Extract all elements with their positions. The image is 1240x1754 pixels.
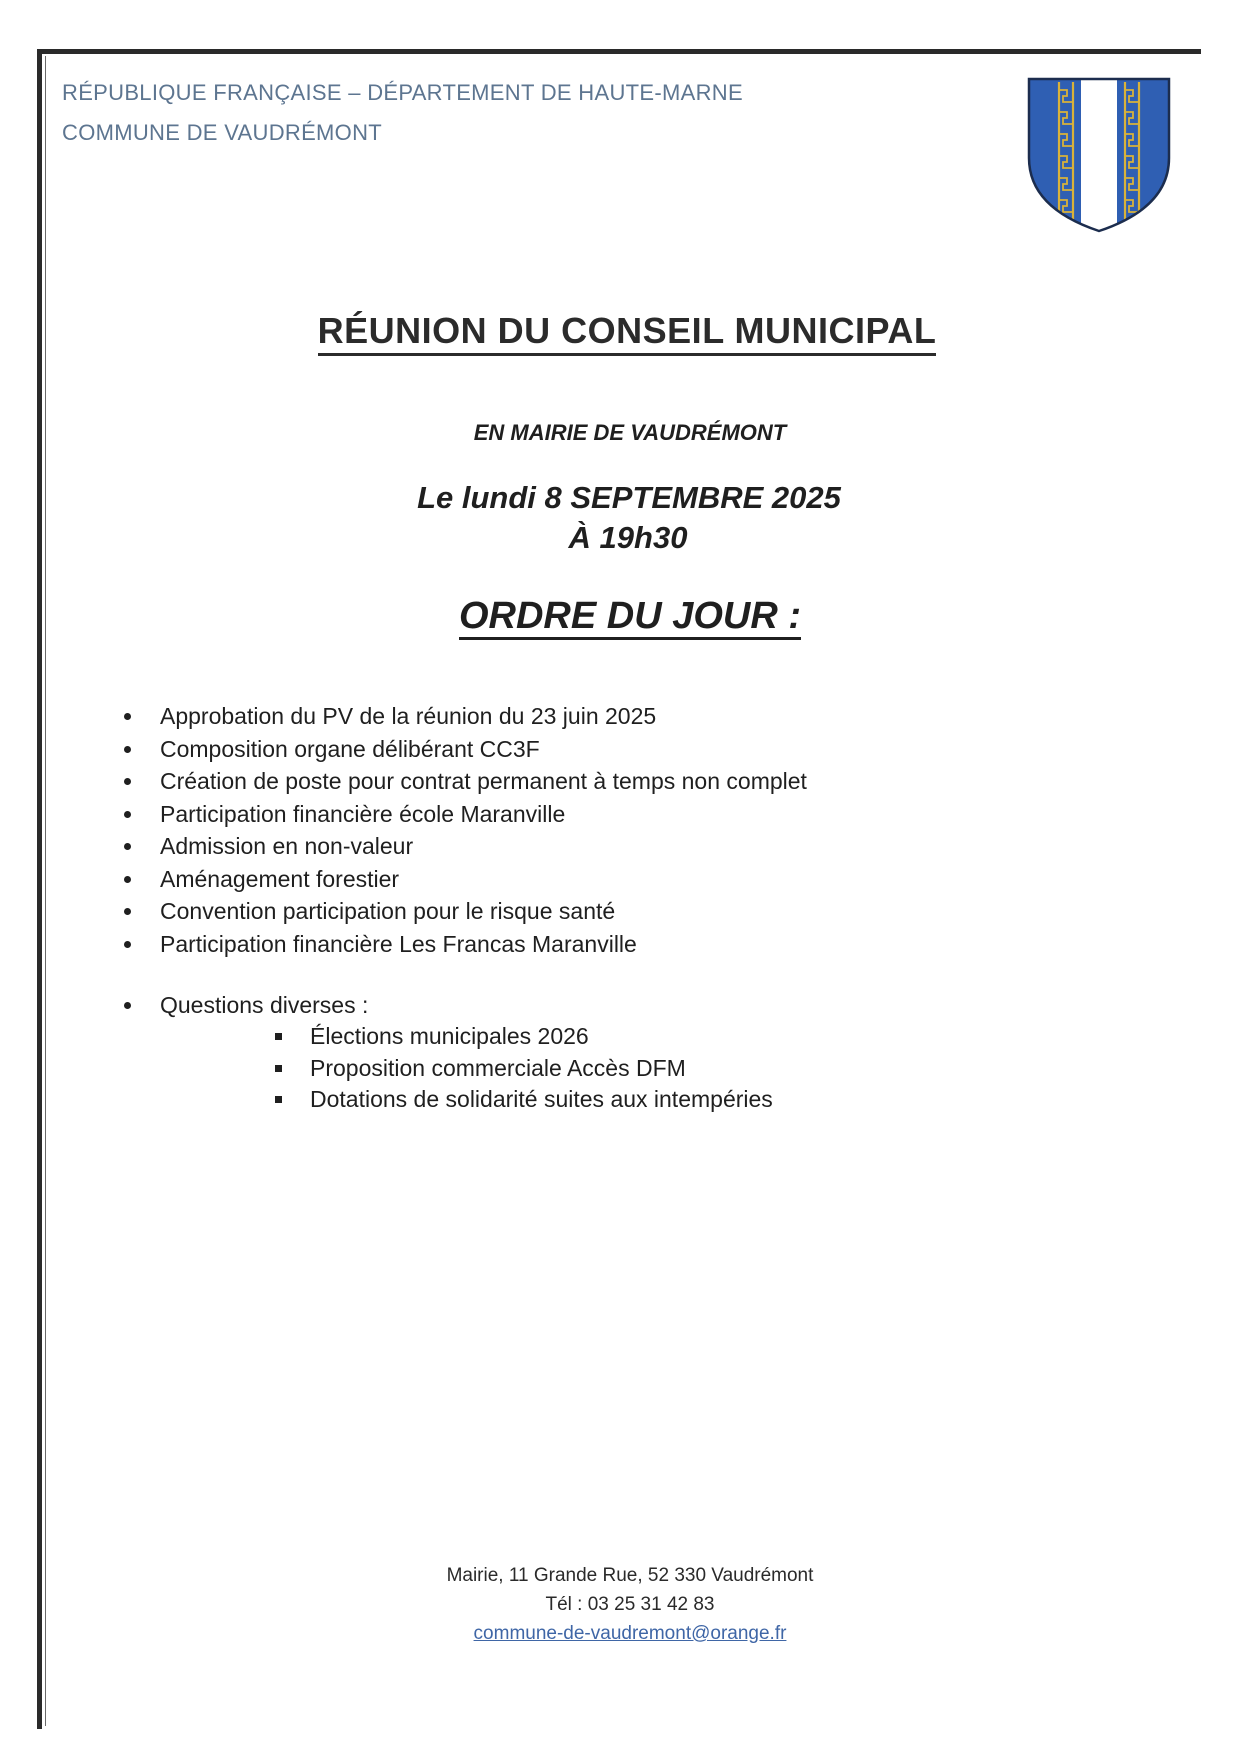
agenda-item [118,700,807,733]
agenda-item-text: Participation financière Les Francas Maranville [160,930,637,957]
agenda-item-text: Participation financière école Maranville [160,800,566,827]
agenda-list [118,700,807,960]
agenda-item [118,863,807,896]
meeting-title-text: RÉUNION DU CONSEIL MUNICIPAL [318,311,937,356]
bullet-dot-icon [124,843,131,850]
questions-diverses-label: Questions diverses : [160,992,369,1018]
meeting-location-text: EN MAIRIE DE VAUDRÉMONT [473,420,787,445]
page-border-left [37,49,42,1729]
agenda-item-text: Admission en non-valeur [160,833,414,859]
meeting-title [0,310,1240,356]
questions-sub-item-text: Proposition commerciale Accès DFM [310,1054,686,1081]
agenda-item [118,895,807,928]
questions-sub-item-text: Dotations de solidarité suites aux intempéries [310,1086,773,1112]
bullet-square-icon [275,1065,282,1072]
questions-sub-item-text: Élections municipales 2026 [310,1023,589,1049]
header-republic-line: RÉPUBLIQUE FRANÇAISE – DÉPARTEMENT DE HAUTE-MARNE [62,80,743,105]
bullet-dot-icon [124,713,131,720]
footer-address [0,1565,1240,1587]
footer-phone [0,1594,1240,1616]
footer-address-text: Mairie, 11 Grande Rue, 52 330 Vaudrémont [446,1565,814,1586]
footer-email [0,1623,1240,1645]
agenda-item [118,928,807,961]
email-link[interactable]: commune-de-vaudremont@orange.fr [473,1623,787,1644]
bullet-dot-icon [124,908,131,915]
agenda-item [118,798,807,831]
questions-diverses [118,989,368,1021]
bullet-dot-icon [124,811,131,818]
questions-sub-item [272,1084,773,1116]
agenda-item-text: Aménagement forestier [160,865,400,892]
meeting-time-text: À 19h30 [568,520,688,555]
header-commune-line: COMMUNE DE VAUDRÉMONT [62,120,383,145]
meeting-location [0,420,1240,446]
questions-sub-item [272,1053,773,1085]
bullet-square-icon [275,1096,282,1103]
agenda-item-text: Création de poste pour contrat permanent à temps non complet [160,768,807,794]
agenda-heading [0,595,1240,640]
meeting-date-text: Le lundi 8 SEPTEMBRE 2025 [417,480,841,515]
bullet-dot-icon [124,941,131,948]
agenda-item [118,830,807,863]
agenda-item-text: Convention participation pour le risque santé [160,898,616,924]
agenda-item [118,733,807,766]
meeting-time [0,520,1240,556]
bullet-dot-icon [124,1002,131,1009]
bullet-dot-icon [124,746,131,753]
meeting-date [0,480,1240,516]
page-border-top [37,49,1201,54]
footer-phone-text: Tél : 03 25 31 42 83 [545,1594,715,1615]
page-border-left-inner [45,56,46,1726]
bullet-square-icon [275,1033,282,1040]
agenda-item-text: Composition organe délibérant CC3F [160,735,540,762]
questions-sub-list [272,1021,773,1116]
bullet-dot-icon [124,876,131,883]
agenda-heading-text: ORDRE DU JOUR : [459,595,801,640]
questions-sub-item [272,1021,773,1053]
agenda-item-text: Approbation du PV de la réunion du 23 juin 2025 [160,703,657,729]
bullet-dot-icon [124,778,131,785]
coat-of-arms-emblem [1026,76,1172,234]
agenda-item [118,765,807,798]
